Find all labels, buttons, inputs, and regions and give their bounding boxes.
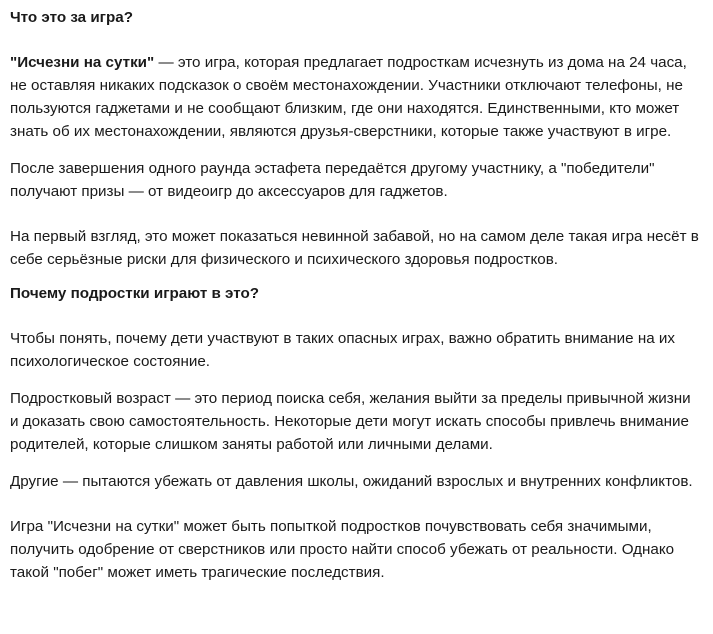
game-description-text: — это игра, которая предлагает подросткам исчезнуть из дома на 24 часа, не оставляя никаких подсказок о своём местонахождении. Участники отключают телефоны, не пользуются гаджетами и не сообщают близким, где они находятся. Единственными, кто может знать об их местонахождении, являются друзья-сверстники, которые также участвуют в игре. — [10, 54, 687, 140]
paragraph-game-description — [10, 51, 703, 143]
paragraph-teen-age: Подростковый возраст — это период поиска себя, желания выйти за пределы привычной жизни и доказать свою самостоятельность. Некоторые дети могут искать способы привлечь внимание родителей, которые слишком заняты работой или личными делами. — [10, 390, 691, 453]
section-heading-what-is-game: Что это за игра? — [10, 9, 134, 26]
spacer — [10, 493, 703, 515]
section-heading-why-teens-play: Почему подростки играют в это? — [10, 285, 260, 302]
spacer — [10, 305, 703, 327]
spacer — [10, 271, 703, 282]
spacer — [10, 373, 703, 387]
game-name-bold: "Исчезни на сутки" — [10, 54, 155, 71]
paragraph-risks: На первый взгляд, это может показаться невинной забавой, но на самом деле такая игра несёт в себе серьёзные риски для физического и психического здоровья подростков. — [10, 228, 699, 268]
paragraph-psychological-state: Чтобы понять, почему дети участвуют в таких опасных играх, важно обратить внимание на их психологическое состояние. — [10, 330, 675, 370]
paragraph-relay-prizes: После завершения одного раунда эстафета передаётся другому участнику, а "победители" получают призы — от видеоигр до аксессуаров для гаджетов. — [10, 160, 655, 200]
spacer — [10, 29, 703, 51]
spacer — [10, 143, 703, 157]
paragraph-tragic-consequences: Игра "Исчезни на сутки" может быть попыткой подростков почувствовать себя значимыми, получить одобрение от сверстников или просто найти способ убежать от реальности. Однако такой "побег" может иметь трагические последствия. — [10, 518, 675, 581]
spacer — [10, 203, 703, 225]
paragraph-escape-pressure: Другие — пытаются убежать от давления школы, ожиданий взрослых и внутренних конфликтов. — [10, 473, 693, 490]
spacer — [10, 456, 703, 470]
